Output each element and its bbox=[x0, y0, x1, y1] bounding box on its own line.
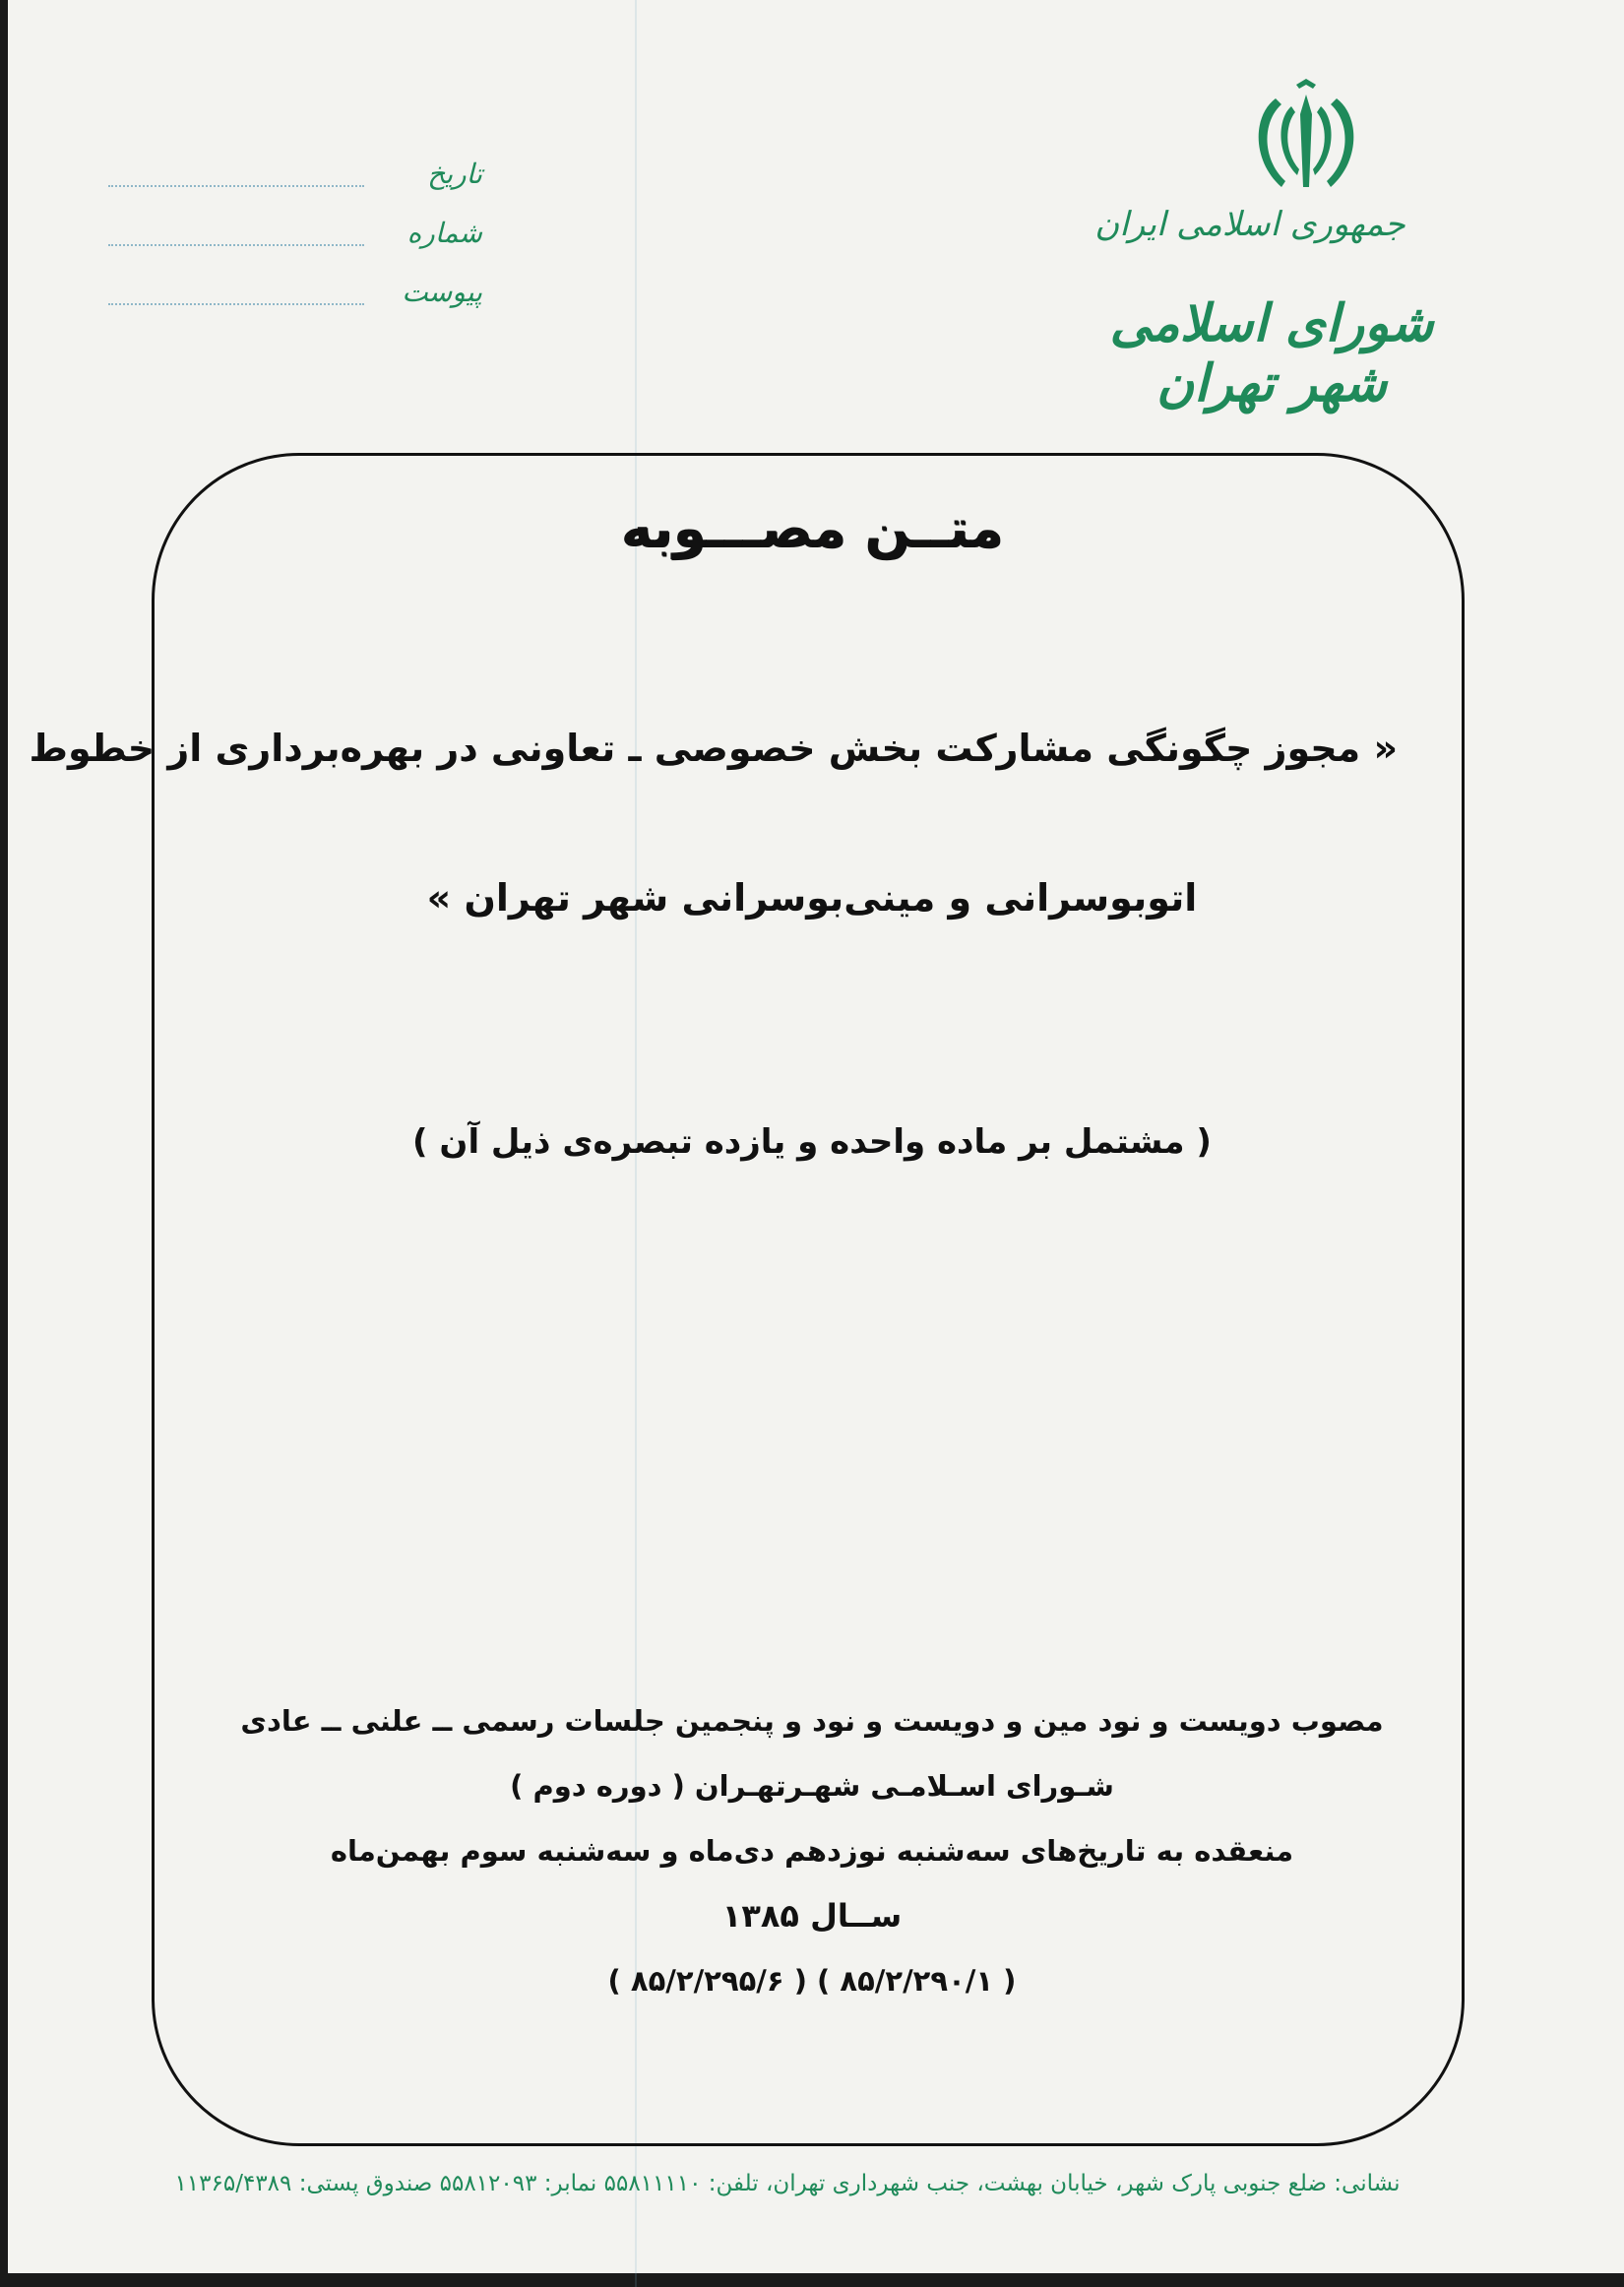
scan-edge-bottom bbox=[0, 2273, 1624, 2287]
letter-meta-fields bbox=[108, 158, 482, 335]
date-line bbox=[108, 185, 364, 187]
attachment-field bbox=[108, 276, 482, 335]
attachment-line bbox=[108, 303, 364, 305]
subject-line-1: « مجوز چگونگی مشارکت بخش خصوصی ـ تعاونی در بهره‌برداری از خطوط bbox=[29, 727, 1398, 770]
approval-year: ســال ۱۳۸۵ bbox=[721, 1897, 903, 1935]
org-name: شورای اسلامی شهر تهران bbox=[1109, 293, 1434, 413]
number-field bbox=[108, 217, 482, 276]
scan-edge-left bbox=[0, 0, 8, 2287]
approval-line-1: مصوب دویست و نود مین و دویست و نود و پنجمین جلسات رسمی ــ علنی ــ عادی bbox=[240, 1704, 1384, 1738]
subject-line-2: اتوبوسرانی و مینی‌بوسرانی شهر تهران » bbox=[426, 876, 1198, 920]
document-scope: ( مشتمل بر ماده واحده و یازده تبصره‌ی ذیل آن ) bbox=[412, 1122, 1212, 1162]
date-label: تاریخ bbox=[427, 158, 482, 190]
document-title: متــن مصـــوبه bbox=[620, 497, 1004, 559]
org-subtitle: جمهوری اسلامی ایران bbox=[1094, 205, 1405, 244]
approval-line-2: شـورای اسـلامـی شهـرتهـران ( دوره دوم ) bbox=[510, 1769, 1114, 1803]
number-label: شماره bbox=[406, 217, 482, 249]
date-field bbox=[108, 158, 482, 217]
approval-numbers: ( ۸۵/۲/۲۹۰/۱ ) ( ۸۵/۲/۲۹۵/۶ ) bbox=[607, 1964, 1017, 1998]
footer-address: نشانی: ضلع جنوبی پارک شهر، خیابان بهشت، جنب شهرداری تهران، تلفن: ۵۵۸۱۱۱۱۰ نمابر: ۵۵۸۱۲۰۹۳ صندوق پستی: ۱۱۳۶۵/۴۳۸۹ bbox=[174, 2171, 1401, 2196]
approval-line-3: منعقده به تاریخ‌های سه‌شنبه نوزدهم دی‌ماه و سه‌شنبه سوم بهمن‌ماه bbox=[330, 1834, 1294, 1868]
approval-block bbox=[226, 1688, 1398, 2013]
attachment-label: پیوست bbox=[402, 276, 482, 308]
iran-emblem-icon bbox=[1242, 77, 1370, 205]
number-line bbox=[108, 244, 364, 246]
